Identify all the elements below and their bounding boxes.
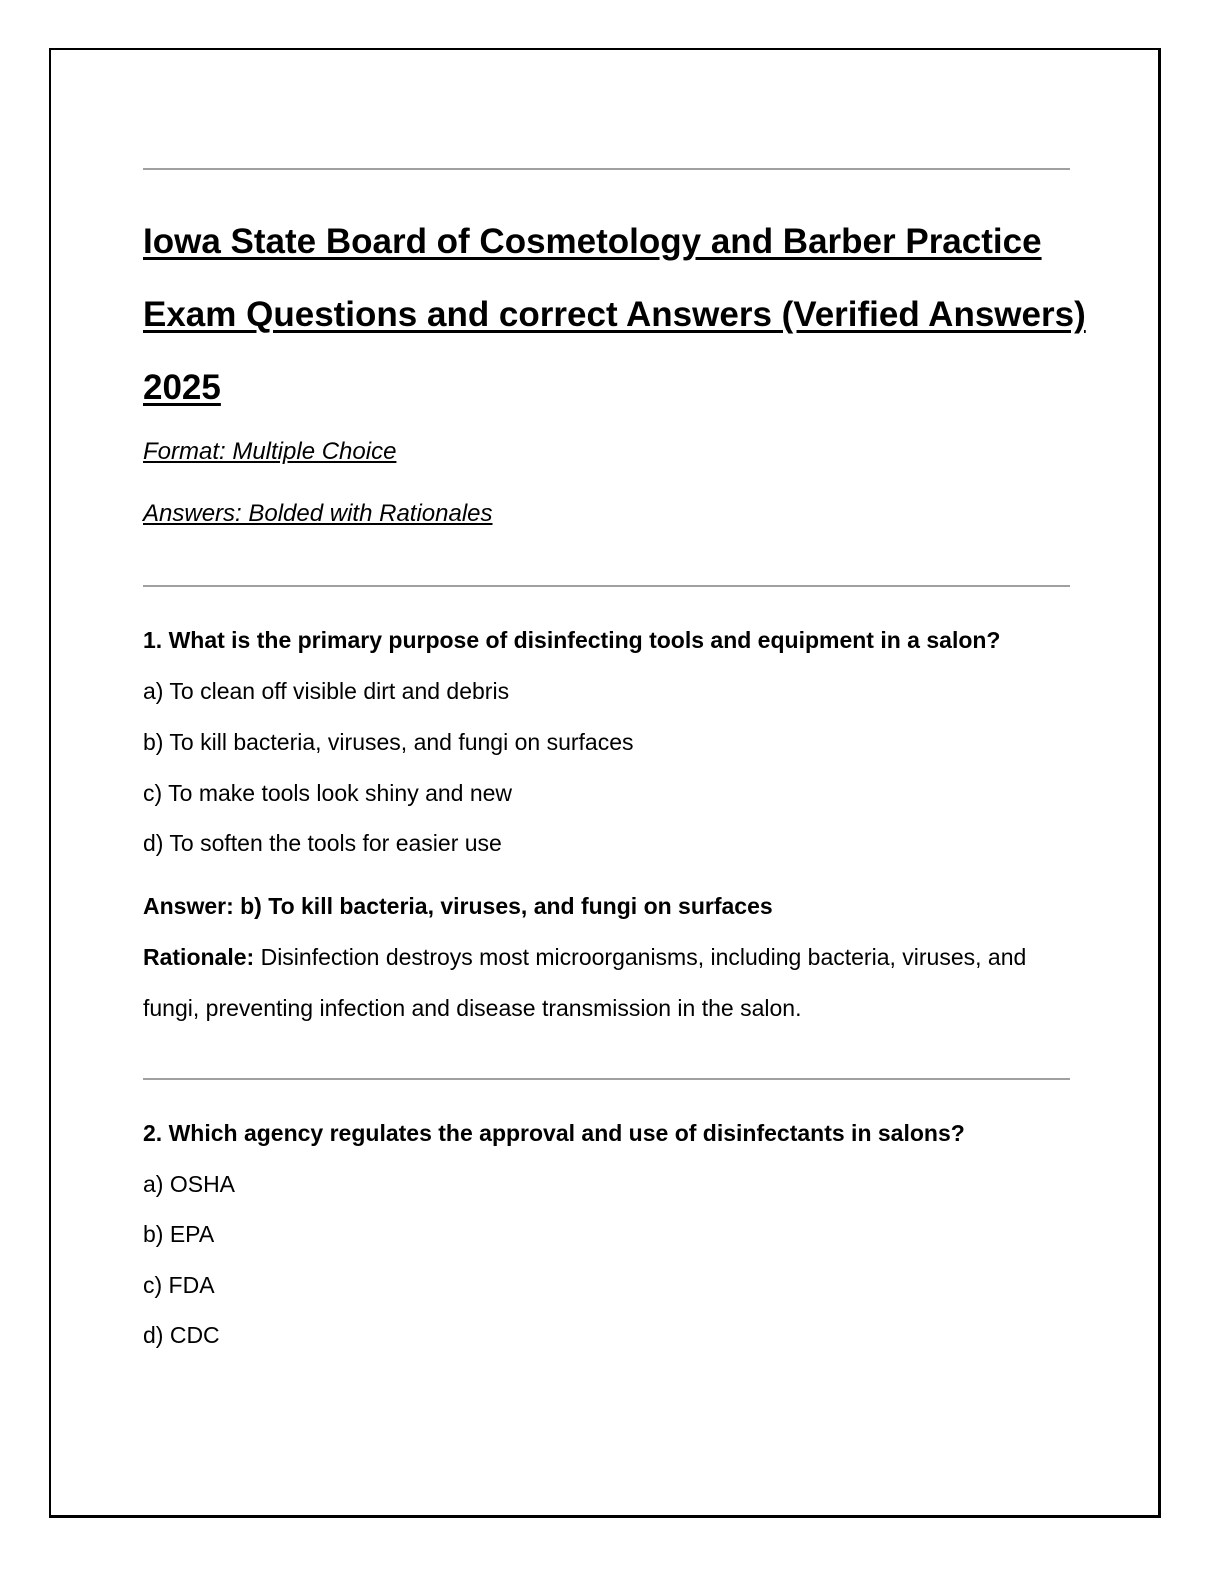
document-title: Iowa State Board of Cosmetology and Barber Practice Exam Questions and correct Answers (Verified Answers) 2025 bbox=[143, 222, 1086, 407]
rationale-label: Rationale: bbox=[143, 944, 255, 970]
rationale bbox=[143, 932, 1043, 1034]
option-b: b) EPA bbox=[143, 1221, 215, 1247]
question-2 bbox=[143, 1118, 1083, 1358]
answer-line: Answer: b) To kill bacteria, viruses, and fungi on surfaces bbox=[143, 893, 773, 919]
option-a: a) To clean off visible dirt and debris bbox=[143, 678, 510, 704]
option-d: d) CDC bbox=[143, 1322, 220, 1348]
question-text: 1. What is the primary purpose of disinfecting tools and equipment in a salon? bbox=[143, 627, 1001, 653]
option-d: d) To soften the tools for easier use bbox=[143, 830, 502, 856]
answers-note: Answers: Bolded with Rationales bbox=[143, 500, 493, 527]
divider-before-q1 bbox=[143, 585, 1070, 587]
option-c: c) To make tools look shiny and new bbox=[143, 780, 513, 806]
question-text: 2. Which agency regulates the approval and use of disinfectants in salons? bbox=[143, 1120, 965, 1146]
option-b: b) To kill bacteria, viruses, and fungi on surfaces bbox=[143, 729, 634, 755]
divider-top bbox=[143, 168, 1070, 170]
option-c: c) FDA bbox=[143, 1272, 215, 1298]
format-note: Format: Multiple Choice bbox=[143, 438, 397, 465]
question-1 bbox=[143, 625, 1083, 1045]
divider-before-q2 bbox=[143, 1078, 1070, 1080]
rationale-text: Disinfection destroys most microorganisms, including bacteria, viruses, and fungi, preventing infection and disease transmission in the salon. bbox=[143, 944, 1027, 1021]
option-a: a) OSHA bbox=[143, 1171, 236, 1197]
